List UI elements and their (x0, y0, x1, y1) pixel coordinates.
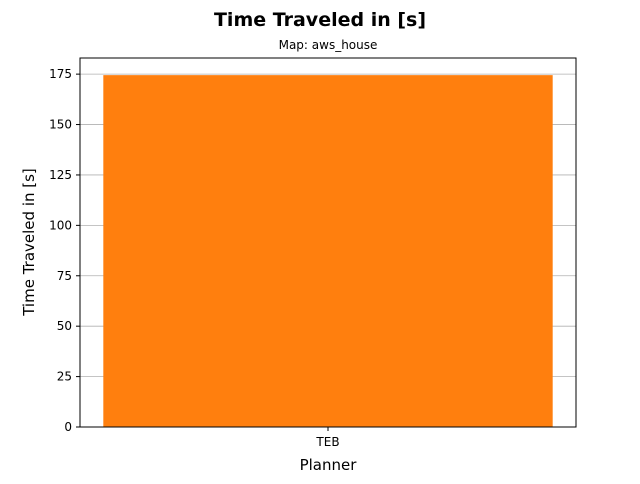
x-axis-ticks (315, 427, 339, 449)
y-tick-label: 50 (56, 319, 72, 334)
x-tick-label: TEB (316, 435, 340, 449)
y-tick-label: 100 (49, 218, 72, 233)
y-axis-ticks (49, 67, 80, 434)
y-tick-label: 150 (49, 117, 72, 132)
y-tick-label: 125 (49, 167, 72, 182)
y-tick-label: 175 (49, 67, 72, 82)
chart-subtitle: Map: aws_house (278, 38, 378, 52)
chart-title: Time Traveled in [s] (213, 9, 427, 31)
y-axis-label: Time Traveled in [s] (20, 168, 38, 316)
y-tick-label: 0 (64, 420, 72, 434)
y-tick-label: 25 (56, 369, 72, 384)
bars (103, 75, 552, 427)
x-axis-label: Planner (299, 456, 357, 474)
bar-teb (103, 75, 552, 427)
y-tick-label: 75 (56, 268, 72, 283)
